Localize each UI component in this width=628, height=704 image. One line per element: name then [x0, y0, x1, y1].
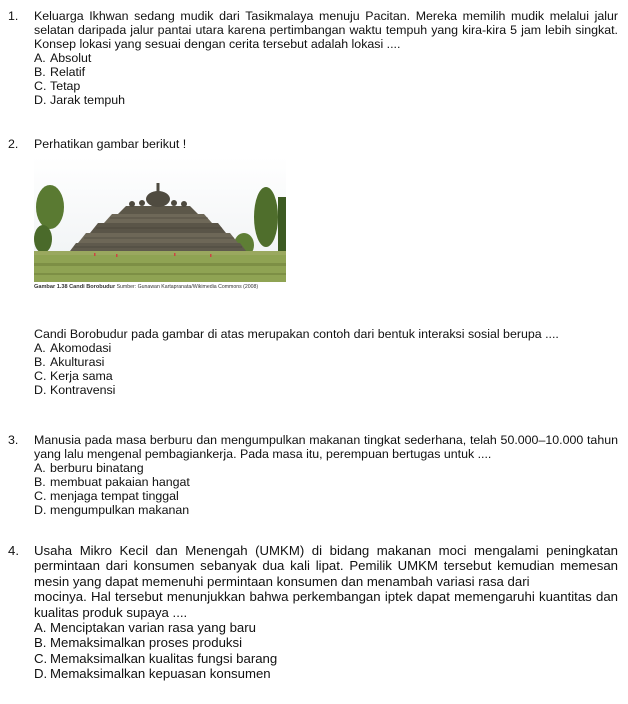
option-a[interactable] [34, 341, 618, 355]
option-text: Tetap [50, 79, 81, 93]
option-letter: D. [34, 503, 47, 517]
option-a[interactable] [34, 461, 618, 475]
caption-title: Gambar 1.38 Candi Borobudur [34, 284, 116, 290]
option-text: Kerja sama [50, 369, 113, 383]
caption-source: Sumber: Gunawan Kartapranata/Wikimedia Commons (2008) [116, 284, 259, 290]
option-letter: D. [34, 93, 47, 107]
option-c[interactable] [34, 79, 618, 93]
option-letter: C. [34, 369, 47, 383]
question-stem-continued: mocinya. Hal tersebut menunjukkan bahwa perkembangan iptek dapat memengaruhi kuantitas dan kualitas produk supaya .... [34, 589, 618, 620]
option-letter: B. [34, 355, 46, 369]
indent [8, 327, 34, 341]
question-stem: Keluarga Ikhwan sedang mudik dari Tasikmalaya menuju Pacitan. Mereka memilih mudik melalui jalur selatan daripada jalur pantai utara karena pertimbangan waktu tempuh yang kira-kira 5 jam lebih singkat. Konsep lokasi yang sesuai dengan cerita tersebut adalah lokasi .... [34, 9, 618, 51]
question-number: 1. [8, 9, 19, 23]
figure-caption [34, 284, 286, 291]
question-2 [8, 137, 618, 151]
question-stem: Usaha Mikro Kecil dan Menengah (UMKM) di bidang makanan moci mengalami peningkatan permintaan dari konsumen sebanyak dua kali lipat. Pemilik UMKM tersebut kemudian memesan mesin yang dapat memenuhi permintaan konsumen dan menambah variasi rasa dari [34, 543, 618, 589]
option-text: Akulturasi [50, 355, 105, 369]
option-text: Akomodasi [50, 341, 112, 355]
borobudur-figure [34, 157, 286, 291]
option-text: Relatif [50, 65, 86, 79]
option-letter: B. [34, 475, 46, 489]
option-letter: B. [34, 65, 46, 79]
option-a[interactable] [34, 51, 618, 65]
option-letter: A. [34, 51, 46, 65]
option-text: membuat pakaian hangat [50, 475, 190, 489]
option-letter: C. [34, 489, 47, 503]
option-d[interactable] [34, 93, 618, 107]
question-number: 3. [8, 433, 19, 447]
option-d[interactable] [34, 503, 618, 517]
option-text: Memaksimalkan proses produksi [50, 635, 243, 651]
option-text: Memaksimalkan kepuasan konsumen [50, 666, 271, 682]
option-text: Memaksimalkan kualitas fungsi barang [50, 650, 278, 666]
option-letter: C. [34, 650, 48, 666]
option-text: menjaga tempat tinggal [50, 489, 179, 503]
question-2-body [8, 327, 618, 397]
question-4 [8, 543, 618, 682]
option-d[interactable] [34, 383, 618, 397]
option-c[interactable] [34, 489, 618, 503]
option-letter: D. [34, 383, 47, 397]
question-1 [8, 9, 618, 107]
option-text: Menciptakan varian rasa yang baru [50, 620, 256, 636]
option-b[interactable] [34, 355, 618, 369]
option-a[interactable] [34, 620, 618, 635]
option-letter: C. [34, 79, 47, 93]
option-letter: B. [34, 635, 47, 651]
indent [8, 589, 34, 620]
option-b[interactable] [34, 65, 618, 79]
option-b[interactable] [34, 635, 618, 650]
question-number: 4. [8, 543, 19, 558]
option-letter: D. [34, 666, 48, 682]
question-stem: Perhatikan gambar berikut ! [34, 137, 187, 151]
option-b[interactable] [34, 475, 618, 489]
option-text: berburu binatang [50, 461, 144, 475]
option-letter: A. [34, 620, 47, 636]
option-text: Kontravensi [50, 383, 116, 397]
question-stem: Candi Borobudur pada gambar di atas merupakan contoh dari bentuk interaksi sosial berupa .... [34, 327, 559, 341]
question-3 [8, 433, 618, 517]
borobudur-photo [34, 157, 286, 282]
option-c[interactable] [34, 651, 618, 666]
option-letter: A. [34, 461, 46, 475]
option-text: mengumpulkan makanan [50, 503, 190, 517]
option-d[interactable] [34, 666, 618, 681]
option-text: Absolut [50, 51, 92, 65]
option-letter: A. [34, 341, 46, 355]
question-number: 2. [8, 137, 19, 151]
question-stem: Manusia pada masa berburu dan mengumpulkan makanan tingkat sederhana, telah 50.000–10.000 tahun yang lalu mengenal pembagiankerja. Pada masa itu, perempuan bertugas untuk .... [34, 433, 618, 461]
option-text: Jarak tempuh [50, 93, 126, 107]
option-c[interactable] [34, 369, 618, 383]
